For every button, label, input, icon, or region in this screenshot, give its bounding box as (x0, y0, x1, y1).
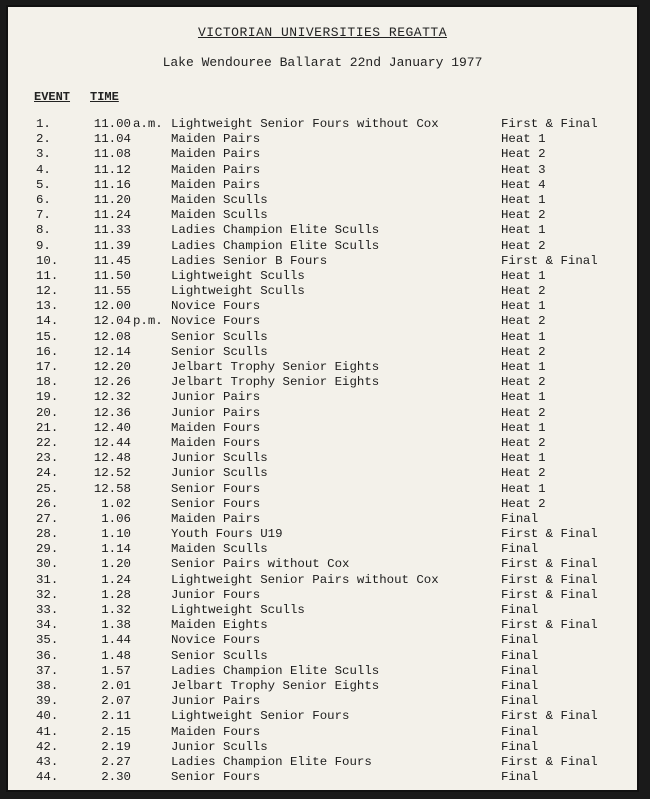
event-description: Junior Pairs (171, 694, 261, 709)
event-type: Heat 1 (501, 299, 546, 314)
event-type: Heat 1 (501, 420, 546, 435)
event-time: 2.27 (101, 754, 131, 769)
event-row (8, 239, 637, 254)
event-number: 1. (36, 117, 51, 131)
event-column-header: EVENT (34, 90, 71, 104)
event-description: Novice Fours (171, 314, 261, 329)
event-number: 40. (36, 709, 59, 724)
document-subtitle: Lake Wendouree Ballarat 22nd January 1977 (162, 55, 483, 70)
event-description: Senior Fours (171, 770, 261, 785)
event-type: Heat 1 (501, 329, 546, 344)
event-row (8, 360, 637, 375)
event-row (8, 375, 637, 390)
event-description: Ladies Senior B Fours (171, 253, 328, 268)
event-description: Lightweight Sculls (171, 268, 305, 283)
event-description: Junior Pairs (171, 390, 261, 405)
event-description: Maiden Pairs (171, 177, 261, 192)
event-ampm: a.m. (133, 117, 163, 131)
event-row (8, 770, 637, 785)
event-time: 2.07 (101, 694, 131, 709)
event-time: 12.58 (93, 481, 131, 496)
document-page (6, 5, 639, 792)
event-type: Heat 1 (501, 481, 546, 496)
event-description: Youth Fours U19 (171, 527, 283, 542)
event-description: Lightweight Senior Pairs without Cox (171, 572, 439, 587)
event-time: 1.06 (101, 511, 131, 526)
event-type: Final (501, 648, 539, 663)
event-number: 2. (36, 132, 51, 147)
event-type: Final (501, 511, 539, 526)
event-type: First & Final (501, 754, 598, 769)
event-number: 34. (36, 618, 59, 633)
event-number: 10. (36, 253, 59, 268)
event-description: Senior Sculls (171, 344, 268, 359)
event-number: 3. (36, 147, 51, 162)
event-description: Junior Sculls (171, 451, 268, 466)
event-number: 38. (36, 678, 59, 693)
event-time: 11.20 (93, 192, 131, 207)
event-time: 2.15 (101, 724, 131, 739)
event-type: First & Final (501, 253, 598, 268)
event-time: 11.50 (93, 268, 131, 283)
event-description: Lightweight Sculls (171, 603, 305, 617)
event-time: 11.08 (93, 147, 131, 162)
event-number: 27. (36, 511, 59, 526)
event-type: Heat 2 (501, 435, 546, 450)
event-type: Heat 2 (501, 375, 546, 390)
event-row (8, 649, 637, 664)
event-time: 1.02 (101, 496, 131, 511)
event-type: Final (501, 603, 539, 617)
document-title (8, 25, 637, 40)
event-number: 42. (36, 739, 59, 754)
event-time: 12.26 (93, 375, 131, 390)
event-description: Lightweight Senior Fours (171, 709, 350, 724)
event-row (8, 633, 637, 648)
event-description: Maiden Sculls (171, 192, 268, 207)
event-row (8, 254, 637, 269)
event-type: Heat 2 (501, 405, 546, 420)
event-time: 12.32 (93, 390, 131, 405)
event-description: Junior Sculls (171, 466, 268, 481)
event-row (8, 482, 637, 497)
event-time: 11.12 (93, 162, 131, 177)
event-type: Heat 2 (501, 496, 546, 511)
event-time: 12.36 (93, 405, 131, 420)
event-number: 21. (36, 420, 59, 435)
event-description: Ladies Champion Elite Sculls (171, 663, 380, 678)
event-description: Jelbart Trophy Senior Eights (171, 360, 380, 374)
event-description: Senior Sculls (171, 648, 268, 663)
event-description: Novice Fours (171, 299, 261, 314)
event-time: 1.48 (101, 648, 131, 663)
event-row (8, 709, 637, 724)
event-description: Junior Sculls (171, 739, 268, 754)
event-time: 1.14 (101, 542, 131, 557)
event-number: 36. (36, 648, 59, 663)
event-time: 12.08 (93, 329, 131, 344)
event-number: 5. (36, 177, 51, 192)
event-type: Heat 3 (501, 162, 546, 177)
event-time: 1.28 (101, 587, 131, 602)
event-time: 11.39 (93, 238, 131, 253)
event-number: 12. (36, 284, 59, 299)
event-description: Novice Fours (171, 633, 261, 648)
event-time: 11.55 (93, 284, 131, 299)
event-time: 1.10 (101, 527, 131, 542)
event-type: First & Final (501, 572, 598, 587)
event-number: 7. (36, 208, 51, 223)
event-type: Final (501, 663, 539, 678)
event-time: 12.40 (93, 420, 131, 435)
event-type: Final (501, 633, 539, 648)
event-row (8, 557, 637, 572)
event-row (8, 299, 637, 314)
event-type: First & Final (501, 557, 598, 572)
event-number: 44. (36, 770, 59, 785)
event-type: Heat 2 (501, 208, 546, 223)
event-number: 30. (36, 557, 59, 572)
event-time: 12.48 (93, 451, 131, 466)
event-description: Maiden Fours (171, 724, 261, 739)
event-number: 8. (36, 223, 51, 238)
event-row (8, 755, 637, 770)
event-row (8, 436, 637, 451)
event-time: 1.38 (101, 618, 131, 633)
event-description: Maiden Pairs (171, 147, 261, 162)
event-time: 12.44 (93, 435, 131, 450)
event-row (8, 451, 637, 466)
event-time: 11.16 (93, 177, 131, 192)
event-description: Maiden Fours (171, 420, 261, 435)
event-description: Maiden Sculls (171, 542, 268, 557)
event-number: 16. (36, 344, 59, 359)
event-row (8, 208, 637, 223)
event-description: Maiden Sculls (171, 208, 268, 223)
event-number: 14. (36, 314, 59, 329)
event-type: Final (501, 678, 539, 693)
event-description: Maiden Eights (171, 618, 268, 633)
event-description: Lightweight Senior Fours without Cox (171, 117, 439, 131)
event-number: 25. (36, 481, 59, 496)
event-time: 1.24 (101, 572, 131, 587)
event-description: Junior Fours (171, 587, 261, 602)
event-description: Maiden Pairs (171, 132, 261, 147)
event-type: Final (501, 694, 539, 709)
event-type: Heat 1 (501, 223, 546, 238)
event-row (8, 527, 637, 542)
event-row (8, 603, 637, 618)
event-type: Heat 2 (501, 284, 546, 299)
event-time: 12.52 (93, 466, 131, 481)
event-type: Heat 2 (501, 466, 546, 481)
event-number: 11. (36, 268, 59, 283)
event-row (8, 664, 637, 679)
event-description: Senior Fours (171, 481, 261, 496)
event-description: Junior Pairs (171, 405, 261, 420)
event-type: First & Final (501, 527, 598, 542)
event-number: 35. (36, 633, 59, 648)
event-number: 20. (36, 405, 59, 420)
event-type: Heat 4 (501, 177, 546, 192)
event-type: Heat 2 (501, 147, 546, 162)
event-row (8, 740, 637, 755)
event-number: 23. (36, 451, 59, 466)
event-time: 11.33 (93, 223, 131, 238)
event-time: 11.24 (93, 208, 131, 223)
event-row (8, 694, 637, 709)
event-number: 31. (36, 572, 59, 587)
event-description: Jelbart Trophy Senior Eights (171, 678, 380, 693)
event-description: Senior Fours (171, 496, 261, 511)
event-time: 11.45 (93, 253, 131, 268)
event-row (8, 314, 637, 329)
event-number: 41. (36, 724, 59, 739)
event-description: Senior Sculls (171, 329, 268, 344)
event-type: First & Final (501, 117, 598, 131)
event-time: 1.32 (101, 603, 131, 617)
event-time: 12.14 (93, 344, 131, 359)
event-row (8, 618, 637, 633)
event-description: Maiden Fours (171, 435, 261, 450)
event-type: First & Final (501, 587, 598, 602)
event-row (8, 284, 637, 299)
event-row (8, 497, 637, 512)
event-number: 39. (36, 694, 59, 709)
event-row (8, 223, 637, 238)
time-column-header: TIME (90, 90, 119, 104)
event-type: Final (501, 739, 539, 754)
event-description: Senior Pairs without Cox (171, 557, 350, 572)
event-row (8, 588, 637, 603)
event-number: 22. (36, 435, 59, 450)
event-number: 28. (36, 527, 59, 542)
event-row (8, 117, 637, 132)
event-row (8, 147, 637, 162)
event-time: 12.00 (93, 299, 131, 314)
event-type: Final (501, 724, 539, 739)
event-description: Ladies Champion Elite Sculls (171, 238, 380, 253)
event-number: 19. (36, 390, 59, 405)
event-number: 37. (36, 663, 59, 678)
event-type: First & Final (501, 618, 598, 633)
event-row (8, 330, 637, 345)
event-type: Final (501, 542, 539, 557)
event-type: First & Final (501, 709, 598, 724)
event-row (8, 163, 637, 178)
event-time: 2.11 (101, 709, 131, 724)
event-row (8, 512, 637, 527)
event-ampm: p.m. (133, 314, 163, 329)
event-number: 13. (36, 299, 59, 314)
event-description: Ladies Champion Elite Sculls (171, 223, 380, 238)
event-type: Heat 1 (501, 390, 546, 405)
event-time: 12.04 (93, 314, 131, 329)
event-schedule-list (8, 117, 637, 785)
event-number: 4. (36, 162, 51, 177)
event-row (8, 193, 637, 208)
event-number: 24. (36, 466, 59, 481)
event-row (8, 269, 637, 284)
event-time: 2.30 (101, 770, 131, 785)
event-description: Jelbart Trophy Senior Eights (171, 375, 380, 390)
event-time: 11.00 (93, 117, 131, 131)
event-description: Maiden Pairs (171, 511, 261, 526)
event-time: 2.19 (101, 739, 131, 754)
event-row (8, 345, 637, 360)
event-number: 17. (36, 360, 59, 374)
event-row (8, 679, 637, 694)
event-time: 1.57 (101, 663, 131, 678)
event-row (8, 132, 637, 147)
event-row (8, 542, 637, 557)
event-type: Heat 1 (501, 268, 546, 283)
event-time: 2.01 (101, 678, 131, 693)
event-description: Ladies Champion Elite Fours (171, 754, 372, 769)
event-number: 18. (36, 375, 59, 390)
event-type: Final (501, 770, 539, 785)
event-description: Lightweight Sculls (171, 284, 305, 299)
event-row (8, 178, 637, 193)
event-type: Heat 2 (501, 314, 546, 329)
event-type: Heat 1 (501, 132, 546, 147)
event-type: Heat 2 (501, 344, 546, 359)
event-description: Maiden Pairs (171, 162, 261, 177)
event-number: 9. (36, 238, 51, 253)
event-row (8, 466, 637, 481)
event-number: 6. (36, 192, 51, 207)
event-time: 1.44 (101, 633, 131, 648)
event-time: 1.20 (101, 557, 131, 572)
event-number: 15. (36, 329, 59, 344)
event-number: 26. (36, 496, 59, 511)
event-row (8, 421, 637, 436)
event-row (8, 406, 637, 421)
event-number: 33. (36, 603, 59, 617)
event-time: 11.04 (93, 132, 131, 147)
event-number: 43. (36, 754, 59, 769)
event-type: Heat 1 (501, 451, 546, 466)
event-type: Heat 1 (501, 360, 546, 374)
event-type: Heat 1 (501, 192, 546, 207)
title-text: VICTORIAN UNIVERSITIES REGATTA (197, 25, 448, 40)
event-row (8, 725, 637, 740)
event-row (8, 573, 637, 588)
event-row (8, 390, 637, 405)
event-type: Heat 2 (501, 238, 546, 253)
event-number: 29. (36, 542, 59, 557)
event-number: 32. (36, 587, 59, 602)
event-time: 12.20 (93, 360, 131, 374)
